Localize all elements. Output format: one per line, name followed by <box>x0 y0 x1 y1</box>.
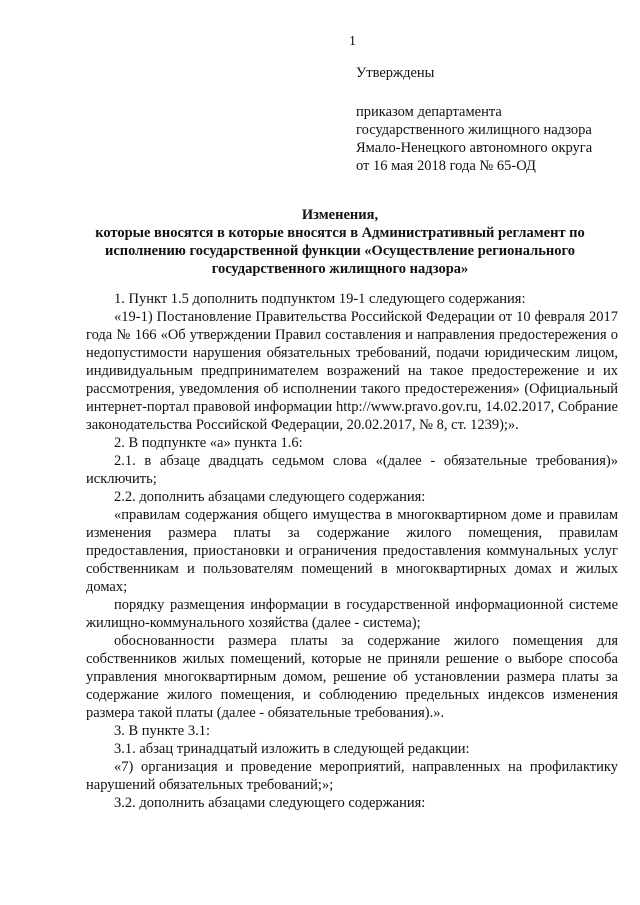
title-line: исполнению государственной функции «Осуществление регионального <box>104 243 576 259</box>
approval-heading: Утверждены <box>356 65 435 81</box>
title-line: государственного жилищного надзора» <box>211 261 469 277</box>
paragraph: 2. В подпункте «а» пункта 1.6: <box>114 435 303 451</box>
paragraph: 3.2. дополнить абзацами следующего содержания: <box>114 795 426 811</box>
document-body <box>86 290 618 812</box>
paragraph: «правилам содержания общего имущества в многоквартирном доме и правилам изменения размера платы за содержание жилого помещения, правилам предоставления, приостановки и ограничения предоставления коммунальных услуг собственникам и пользователям помещений в многоквартирных домах и жилых домах; <box>86 507 618 595</box>
approval-block <box>356 64 626 175</box>
paragraph: порядку размещения информации в государственной информационной системе жилищно-коммунального хозяйства (далее - система); <box>86 597 618 631</box>
approval-order-line: приказом департамента <box>356 104 502 120</box>
paragraph: обоснованности размера платы за содержание жилого помещения для собственников жилых помещений, которые не приняли решение о выборе способа управления многоквартирным домом, решение об установлении размера платы за содержание жилого помещения, и соблюдению предельных индексов изменения размера такой платы (далее - обязательные требования).». <box>86 633 618 721</box>
paragraph: «7) организация и проведение мероприятий, направленных на профилактику нарушений обязательных требований;»; <box>86 759 618 793</box>
document-title <box>90 206 590 278</box>
paragraph: 3. В пункте 3.1: <box>114 723 210 739</box>
title-line: которые вносятся в которые вносятся в Административный регламент по <box>95 225 585 241</box>
page-number: 1 <box>349 34 356 49</box>
approval-order-line: от 16 мая 2018 года № 65-ОД <box>356 158 536 174</box>
paragraph: 2.2. дополнить абзацами следующего содержания: <box>114 489 426 505</box>
approval-order-line: государственного жилищного надзора <box>356 122 592 138</box>
paragraph: 1. Пункт 1.5 дополнить подпунктом 19-1 следующего содержания: <box>114 291 526 307</box>
approval-order-line: Ямало-Ненецкого автономного округа <box>356 140 593 156</box>
title-line: Изменения, <box>301 207 379 223</box>
paragraph: 3.1. абзац тринадцатый изложить в следующей редакции: <box>114 741 470 757</box>
paragraph: 2.1. в абзаце двадцать седьмом слова «(далее - обязательные требования)» исключить; <box>86 453 618 487</box>
paragraph: «19-1) Постановление Правительства Российской Федерации от 10 февраля 2017 года № 166 «Об утверждении Правил составления и направления предостережения о недопустимости нарушения обязательных требований, подачи юридическим лицом, индивидуальным предпринимателем возражений на такое предостережение и их рассмотрения, уведомления об исполнении такого предостережения» (Официальный интернет-портал правовой информации http://www.pravo.gov.ru, 14.02.2017, Собрание законодательства Российской Федерации, 20.02.2017, № 8, ст. 1239);». <box>86 309 618 433</box>
